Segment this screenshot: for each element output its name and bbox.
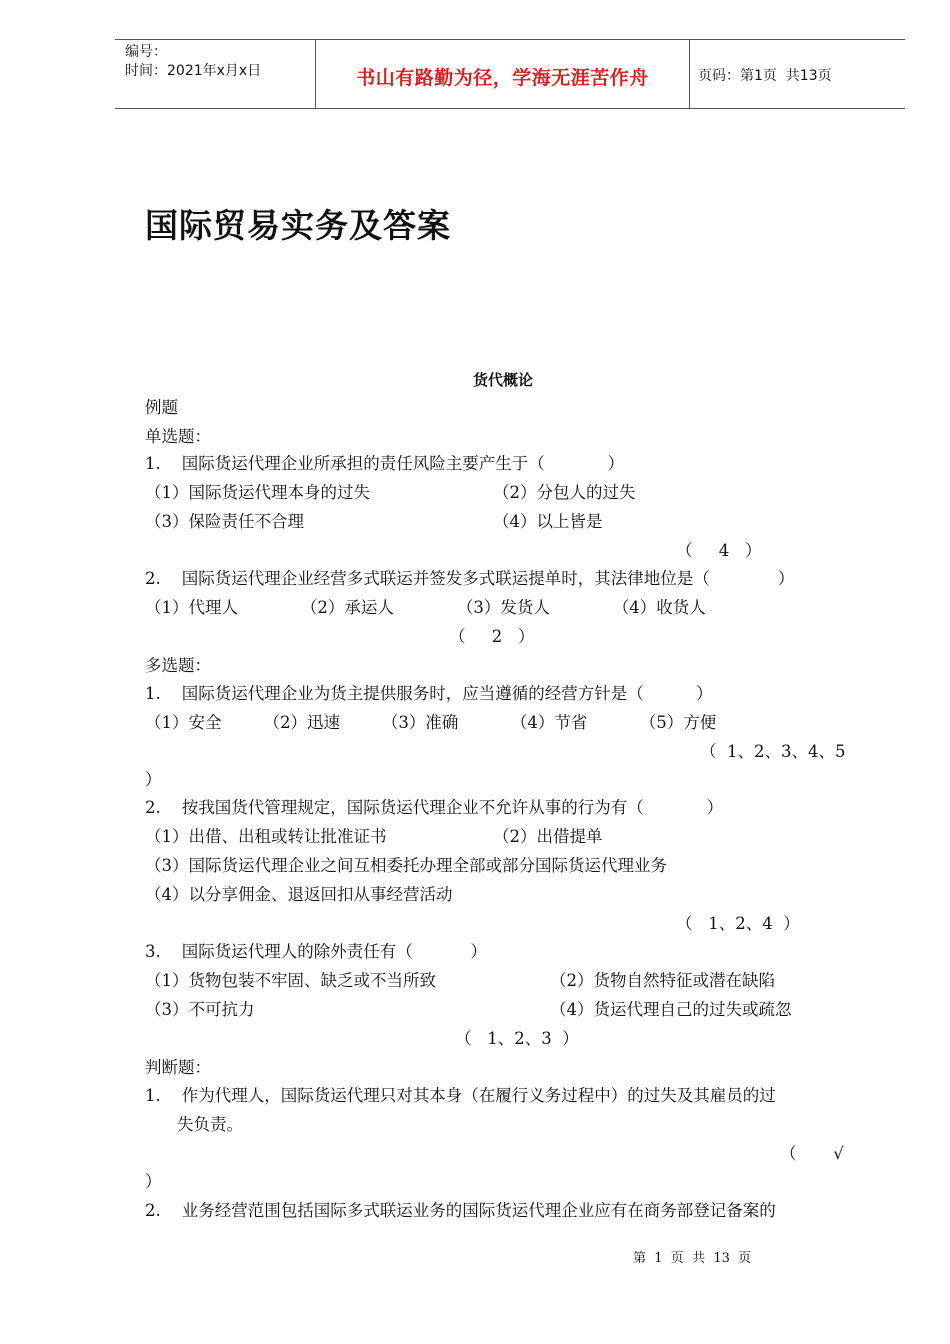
mc3-option-4: （4）货运代理自己的过失或疏忽 [550, 1000, 792, 1019]
mc2-question: 2. 按我国货代管理规定，国际货运代理企业不允许从事的行为有（ ） [145, 798, 724, 817]
mc1-question: 1. 国际货运代理企业为货主提供服务时，应当遵循的经营方针是（ ） [145, 684, 713, 703]
sc1-option-3: （3）保险责任不合理 [145, 512, 304, 531]
tf1-answer: （ √ [780, 1144, 844, 1163]
sc1-answer: （ 4 ） [676, 541, 762, 560]
header-page-info: 页码：第1页 共13页 [698, 68, 832, 84]
header-time-label: 时间：2021年x月x日 [125, 63, 262, 79]
single-choice-heading: 单选题： [145, 427, 211, 446]
sc1-option-1: （1）国际货运代理本身的过失 [145, 483, 370, 502]
header-motto: 书山有路勤为径，学海无涯苦作舟 [356, 67, 649, 89]
mc2-option-4: （4）以分享佣金、退返回扣从事经营活动 [145, 885, 453, 904]
tf-heading: 判断题： [145, 1058, 211, 1077]
header-meta [125, 43, 261, 81]
mc3-option-1: （1）货物包装不牢固、缺乏或不当所致 [145, 971, 436, 990]
sc2-question: 2. 国际货运代理企业经营多式联运并签发多式联运提单时，其法律地位是（ ） [145, 569, 795, 588]
mc3-question: 3. 国际货运代理人的除外责任有（ ） [145, 942, 487, 961]
page-footer: 第 1 页 共 13 页 [633, 1251, 752, 1266]
mc1-answer: （ 1、2、3、4、5 [700, 742, 846, 761]
mc1-answer-close: ） [145, 770, 162, 789]
mc2-option-1: （1）出借、出租或转让批准证书 [145, 827, 387, 846]
sc1-option-2: （2）分包人的过失 [493, 483, 636, 502]
mc1-options: （1）安全 （2）迅速 （3）准确 （4）节省 （5）方便 [145, 713, 717, 732]
mc2-option-2: （2）出借提单 [493, 827, 603, 846]
mc2-option-3: （3）国际货运代理企业之间互相委托办理全部或部分国际货运代理业务 [145, 856, 667, 875]
mc3-option-2: （2）货物自然特征或潜在缺陷 [550, 971, 775, 990]
sc2-answer: （ 2 ） [449, 627, 535, 646]
tf1-answer-close: ） [145, 1172, 162, 1191]
sc1-question: 1. 国际货运代理企业所承担的责任风险主要产生于（ ） [145, 454, 625, 473]
section-title: 货代概论 [473, 371, 534, 389]
header-number-label: 编号： [125, 44, 167, 60]
sc1-option-4: （4）以上皆是 [493, 512, 603, 531]
multi-choice-heading: 多选题： [145, 656, 211, 675]
mc3-answer: （ 1、2、3 ） [455, 1029, 579, 1048]
tf2-line-1: 2. 业务经营范围包括国际多式联运业务的国际货运代理企业应有在商务部登记备案的 [145, 1201, 776, 1220]
sc2-options: （1）代理人 （2）承运人 （3）发货人 （4）收货人 [145, 598, 706, 617]
tf1-line-1: 1. 作为代理人，国际货运代理只对其本身（在履行义务过程中）的过失及其雇员的过 [145, 1086, 776, 1105]
header-divider-2 [689, 40, 690, 108]
tf1-line-2: 失负责。 [177, 1115, 243, 1134]
page-header [115, 39, 905, 109]
mc2-answer: （ 1、2、4 ） [676, 914, 800, 933]
mc3-option-3: （3）不可抗力 [145, 1000, 255, 1019]
document-title: 国际贸易实务及答案 [145, 206, 451, 245]
example-label: 例题 [145, 398, 178, 417]
